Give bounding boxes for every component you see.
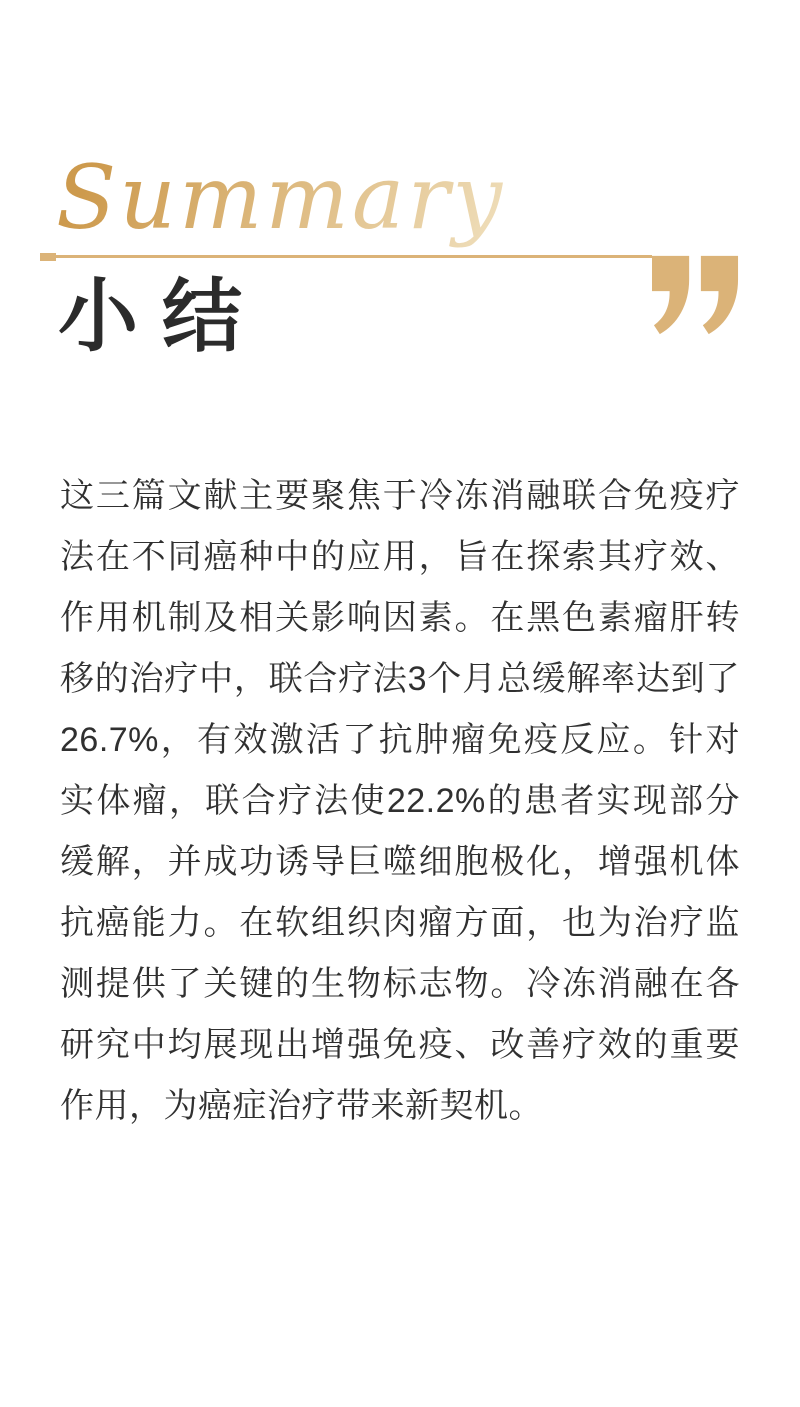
summary-paragraph: 这三篇文献主要聚焦于冷冻消融联合免疫疗法在不同癌种中的应用，旨在探索其疗效、作用机制及相关影响因素。在黑色素瘤肝转移的治疗中，联合疗法3个月总缓解率达到了26.7%，有效激活了抗肿瘤免疫反应。针对实体瘤，联合疗法使22.2%的患者实现部分缓解，并成功诱导巨噬细胞极化，增强机体抗癌能力。在软组织肉瘤方面，也为治疗监测提供了关键的生物标志物。冷冻消融在各研究中均展现出增强免疫、改善疗效的重要作用，为癌症治疗带来新契机。	[60, 477, 740, 1125]
section-divider	[40, 252, 652, 261]
section-title: 小 结	[58, 274, 244, 362]
divider-tick	[40, 253, 56, 261]
divider-rule	[56, 255, 652, 258]
closing-double-quote-icon	[652, 255, 740, 335]
summary-script-heading: Summary	[56, 146, 506, 249]
